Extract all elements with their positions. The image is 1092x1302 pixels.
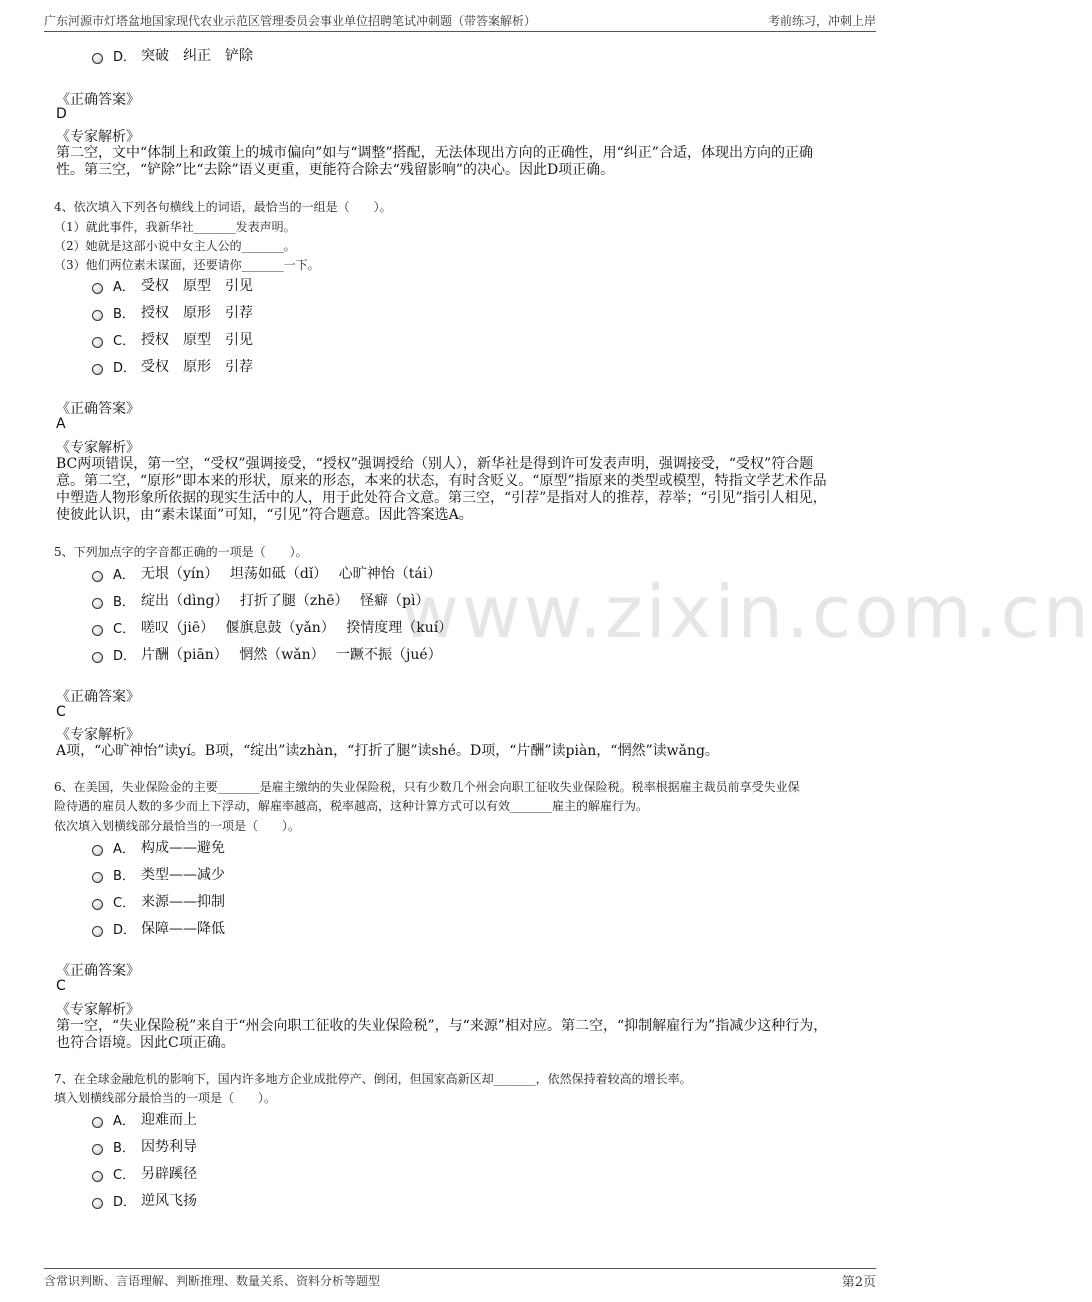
q7-option-c[interactable] <box>92 1162 197 1184</box>
radio-icon[interactable] <box>92 1198 103 1209</box>
q5-option-b[interactable] <box>92 589 429 611</box>
expl-line: 使彼此认识，由“素未谋面”可知，“引见”符合题意。因此答案选A。 <box>56 507 473 523</box>
option-text: 授权 原型 引见 <box>141 332 253 348</box>
q6-expl-label: 《专家解析》 <box>56 1002 140 1018</box>
q5-expl-label: 《专家解析》 <box>56 727 140 743</box>
page-footer <box>0 1268 920 1302</box>
radio-icon[interactable] <box>92 571 103 582</box>
option-text: 保障——降低 <box>141 921 225 937</box>
q4-expl-label: 《专家解析》 <box>56 440 140 456</box>
option-letter: C． <box>113 1167 136 1183</box>
header-title: 广东河源市灯塔盆地国家现代农业示范区管理委员会事业单位招聘笔试冲刺题（带答案解析） <box>44 14 537 28</box>
q6-option-c[interactable] <box>92 890 225 912</box>
page-number: 第2页 <box>841 1275 876 1290</box>
option-letter: D． <box>113 922 137 938</box>
q5-option-c[interactable] <box>92 616 452 638</box>
option-text: 构成——避免 <box>141 840 225 856</box>
option-text: 来源——抑制 <box>141 894 225 910</box>
expl-line: 第一空，“失业保险税”来自于“州会向职工征收的失业保险税”，与“来源”相对应。第二空，“抑制解雇行为”指减少这种行为， <box>56 1018 828 1034</box>
option-text: 类型——减少 <box>141 867 225 883</box>
q4-sentence-2: （2）她就是这部小说中女主人公的_______。 <box>54 239 296 253</box>
radio-icon[interactable] <box>92 926 103 937</box>
option-text: 逆风飞扬 <box>141 1193 197 1209</box>
option-text: 片酬（piān） 惘然（wǎn） 一蹶不振（jué） <box>141 647 442 663</box>
footer-text: 含常识判断、言语理解、判断推理、数量关系、资料分析等题型 <box>44 1274 381 1288</box>
q6-stem-1: 6、在美国，失业保险金的主要_______是雇主缴纳的失业保险税，只有少数几个州会向职工征收失业保险税。税率根据雇主裁员前享受失业保 <box>54 780 800 794</box>
option-letter: D． <box>113 360 137 376</box>
q6-stem-2: 险待遇的雇员人数的多少而上下浮动，解雇率越高，税率越高，这种计算方式可以有效_______雇主的解雇行为。 <box>54 799 649 813</box>
expl-line: 也符合语境。因此C项正确。 <box>56 1035 235 1051</box>
option-letter: C． <box>113 895 136 911</box>
q4-stem: 4、依次填入下列各句横线上的词语，最恰当的一组是（ ）。 <box>54 200 392 214</box>
option-letter: B． <box>113 306 135 322</box>
q5-answer-label: 《正确答案》 <box>56 689 140 705</box>
option-letter: D． <box>113 1194 137 1210</box>
q5-option-a[interactable] <box>92 562 441 584</box>
q6-option-a[interactable] <box>92 836 225 858</box>
q4-option-b[interactable] <box>92 301 253 323</box>
expl-line: 第二空，文中“体制上和政策上的城市偏向”如与“调整”搭配，无法体现出方向的正确性，用“纠正”合适，体现出方向的正确 <box>56 145 813 161</box>
radio-icon[interactable] <box>92 872 103 883</box>
q6-option-b[interactable] <box>92 863 225 885</box>
radio-icon[interactable] <box>92 364 103 375</box>
q6-explanation <box>56 1018 856 1052</box>
option-letter: B． <box>113 594 135 610</box>
q6-answer-label: 《正确答案》 <box>56 963 140 979</box>
q3-explanation <box>56 145 856 179</box>
option-letter: D． <box>113 648 137 664</box>
radio-icon[interactable] <box>92 652 103 663</box>
watermark: www.zixin.com.cn <box>400 570 1092 654</box>
radio-icon[interactable] <box>92 310 103 321</box>
option-letter: B． <box>113 1140 135 1156</box>
option-text: 无垠（yín） 坦荡如砥（dǐ） 心旷神怡（tái） <box>141 566 442 582</box>
q3-option-d[interactable] <box>92 44 253 66</box>
q5-stem: 5、下列加点字的字音都正确的一项是（ ）。 <box>54 545 308 559</box>
option-text: 受权 原型 引见 <box>141 278 253 294</box>
radio-icon[interactable] <box>92 283 103 294</box>
expl-line: 性。第三空，“铲除”比“去除”语义更重，更能符合除去“残留影响”的决心。因此D项正确。 <box>56 162 615 178</box>
radio-icon[interactable] <box>92 337 103 348</box>
option-text: 受权 原形 引荐 <box>141 359 253 375</box>
q3-answer-label: 《正确答案》 <box>56 92 140 108</box>
header-rule <box>44 31 876 32</box>
header-tagline: 考前练习，冲刺上岸 <box>767 14 876 28</box>
q7-option-b[interactable] <box>92 1135 197 1157</box>
q6-answer: C <box>56 978 66 994</box>
option-text: 因势利导 <box>141 1139 197 1155</box>
q4-answer-label: 《正确答案》 <box>56 401 140 417</box>
q3-answer: D <box>56 106 67 122</box>
option-letter: A． <box>113 567 135 583</box>
option-letter: A． <box>113 841 135 857</box>
q4-explanation <box>56 456 856 524</box>
q6-option-d[interactable] <box>92 917 225 939</box>
option-letter: C． <box>113 621 136 637</box>
q4-option-a[interactable] <box>92 274 253 296</box>
option-text: 另辟蹊径 <box>141 1166 197 1182</box>
footer-rule <box>44 1268 876 1269</box>
radio-icon[interactable] <box>92 845 103 856</box>
q5-explanation <box>56 743 856 760</box>
q4-option-c[interactable] <box>92 328 253 350</box>
radio-icon[interactable] <box>92 598 103 609</box>
radio-icon[interactable] <box>92 899 103 910</box>
expl-line: A项，“心旷神怡”读yí。B项，“绽出”读zhàn，“打折了腿”读shé。D项，“片酬”读piàn，“惘然”读wǎng。 <box>56 743 719 759</box>
option-letter: C． <box>113 333 136 349</box>
expl-line: 意。第二空，“原形”即本来的形状，原来的形态，本来的状态，有时含贬义。“原型”指原来的类型或模型，特指文学艺术作品 <box>56 473 827 489</box>
q4-option-d[interactable] <box>92 355 253 377</box>
q4-answer: A <box>56 416 66 432</box>
option-letter: D． <box>113 49 137 65</box>
page-header <box>0 0 920 32</box>
radio-icon[interactable] <box>92 1144 103 1155</box>
option-text: 迎难而上 <box>141 1112 197 1128</box>
q7-option-a[interactable] <box>92 1108 197 1130</box>
expl-line: 中塑造人物形象所依据的现实生活中的人，用于此处符合文意。第三空，“引荐”是指对人的推荐，荐举；“引见”指引人相见， <box>56 490 827 506</box>
radio-icon[interactable] <box>92 1171 103 1182</box>
q7-stem-2: 填入划横线部分最恰当的一项是（ ）。 <box>54 1091 277 1105</box>
option-text: 嗟叹（jiē） 偃旗息鼓（yǎn） 揆情度理（kuí） <box>141 620 453 636</box>
option-letter: A． <box>113 1113 135 1129</box>
radio-icon[interactable] <box>92 625 103 636</box>
option-text: 绽出（dìng） 打折了腿（zhē） 怪癖（pì） <box>141 593 430 609</box>
q5-option-d[interactable] <box>92 643 442 665</box>
q5-answer: C <box>56 704 66 720</box>
q4-sentence-3: （3）他们两位素未谋面，还要请你_______一下。 <box>54 258 320 272</box>
option-letter: A． <box>113 279 135 295</box>
q3-expl-label: 《专家解析》 <box>56 129 140 145</box>
radio-icon[interactable] <box>92 1117 103 1128</box>
q7-option-d[interactable] <box>92 1189 197 1211</box>
q6-stem-3: 依次填入划横线部分最恰当的一项是（ ）。 <box>54 819 301 833</box>
radio-icon[interactable] <box>92 53 103 64</box>
q4-sentence-1: （1）就此事件，我新华社_______发表声明。 <box>54 220 296 234</box>
option-text: 授权 原形 引荐 <box>141 305 253 321</box>
expl-line: BC两项错误，第一空，“受权”强调接受，“授权”强调授给（别人），新华社是得到许可发表声明，强调接受，“受权”符合题 <box>56 456 814 472</box>
option-text: 突破 纠正 铲除 <box>141 48 253 64</box>
option-letter: B． <box>113 868 135 884</box>
q7-stem-1: 7、在全球金融危机的影响下，国内许多地方企业成批停产、倒闭，但国家高新区却_______，依然保持着较高的增长率。 <box>54 1072 692 1086</box>
